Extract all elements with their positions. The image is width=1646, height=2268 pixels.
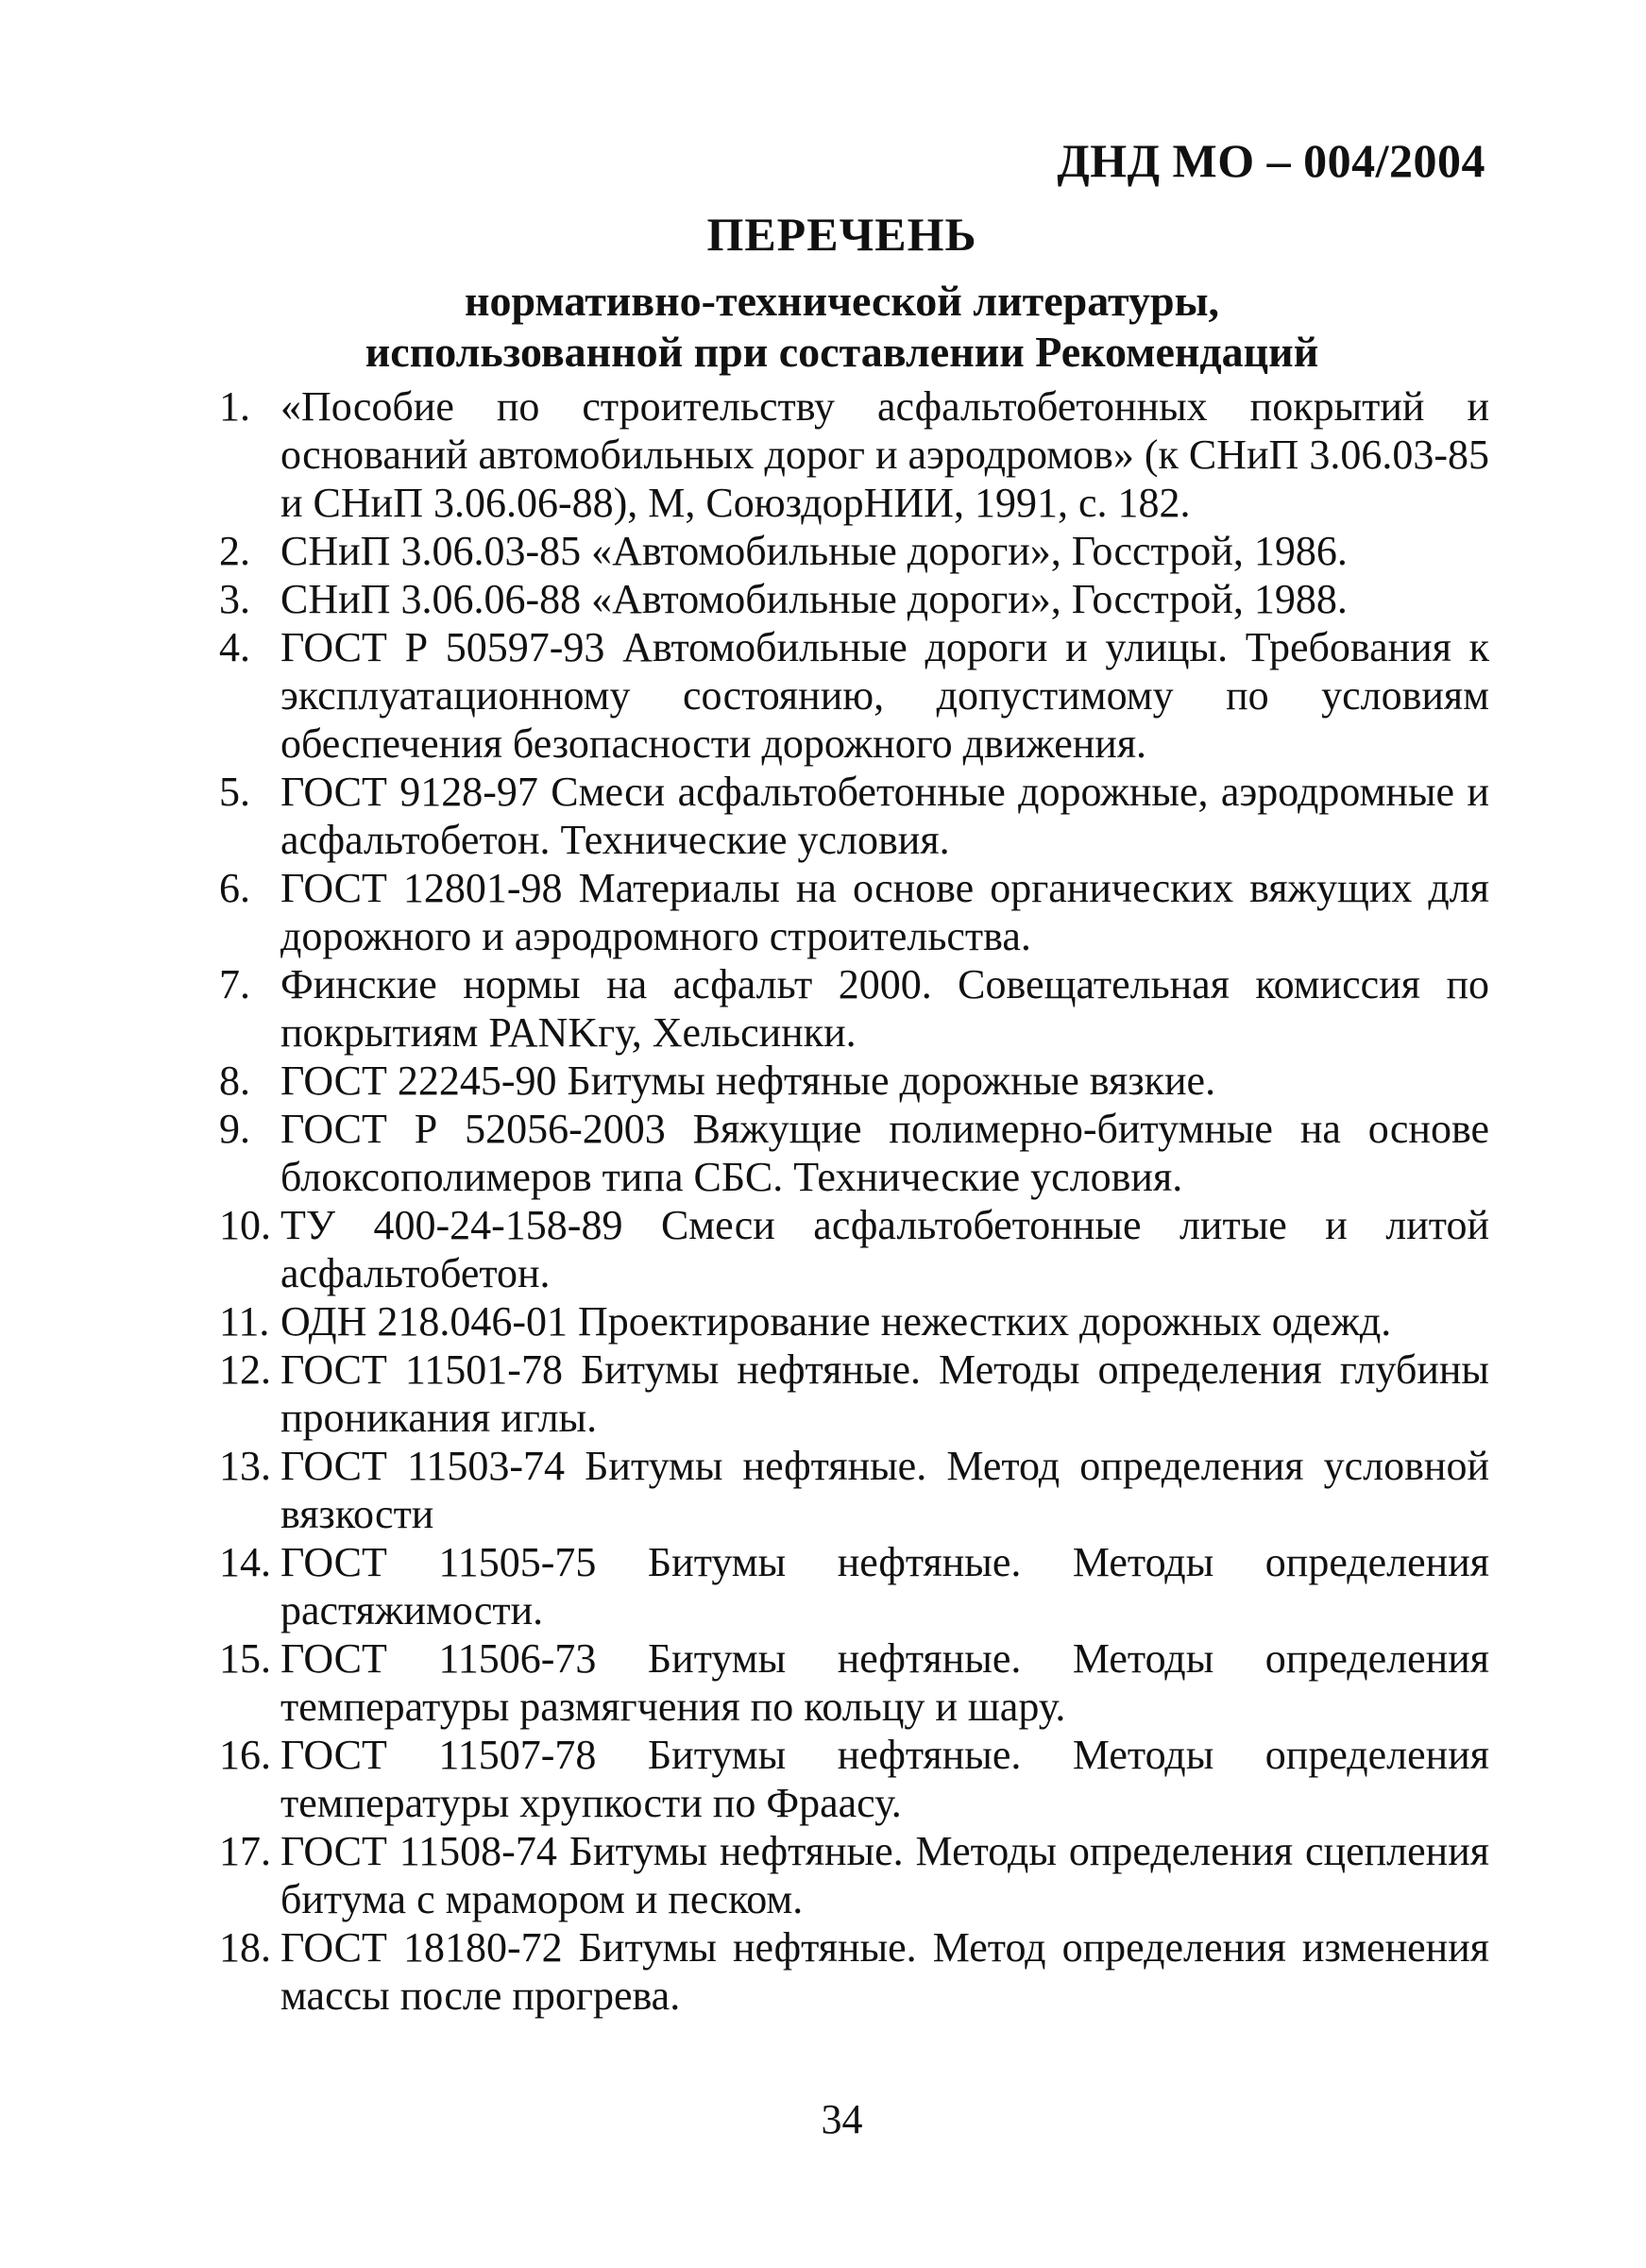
list-item	[219, 1634, 1489, 1731]
subtitle-line-1: нормативно-технической литературы,	[464, 277, 1220, 325]
list-item	[219, 768, 1489, 864]
list-item	[219, 1105, 1489, 1201]
list-item-text: ОДН 218.046-01 Проектирование нежестких дорожных одежд.	[280, 1298, 1392, 1345]
list-item-text: ГОСТ 11505-75 Битумы нефтяные. Методы определения растяжимости.	[280, 1539, 1489, 1633]
document-code: ДНД МО – 004/2004	[1057, 134, 1485, 187]
list-item-text: ГОСТ 18180-72 Битумы нефтяные. Метод определения изменения массы после прогрева.	[280, 1924, 1489, 2019]
list-item	[219, 1346, 1489, 1442]
list-item-number: 7.	[219, 961, 250, 1007]
list-item	[219, 1201, 1489, 1297]
page-subtitle	[0, 276, 1646, 378]
list-item-text: ГОСТ 11507-78 Битумы нефтяные. Методы определения температуры хрупкости по Фраасу.	[280, 1732, 1489, 1826]
list-item-number: 5.	[219, 769, 250, 815]
list-item-number: 17.	[219, 1828, 271, 1874]
list-item-number: 16.	[219, 1732, 271, 1778]
list-item-number: 11.	[219, 1298, 270, 1345]
list-item-text: ГОСТ 12801-98 Материалы на основе органических вяжущих для дорожного и аэродромного строительства.	[280, 865, 1489, 959]
list-item-number: 12.	[219, 1346, 271, 1393]
list-item-number: 15.	[219, 1635, 271, 1682]
list-item-text: ГОСТ 11508-74 Битумы нефтяные. Методы определения сцепления битума с мрамором и песком.	[280, 1828, 1489, 1922]
list-item	[219, 1923, 1489, 2020]
list-item-text: СНиП 3.06.03-85 «Автомобильные дороги», Госстрой, 1986.	[280, 528, 1348, 574]
list-item-text: ГОСТ 9128-97 Смеси асфальтобетонные дорожные, аэродромные и асфальтобетон. Технические условия.	[280, 769, 1489, 863]
list-item-number: 9.	[219, 1106, 250, 1152]
list-item-number: 8.	[219, 1058, 250, 1104]
list-item-text: ГОСТ 11501-78 Битумы нефтяные. Методы определения глубины проникания иглы.	[280, 1346, 1489, 1441]
page-number: 34	[821, 2096, 863, 2142]
list-item	[219, 623, 1489, 768]
list-item	[219, 1538, 1489, 1634]
subtitle-line-2: использованной при составлении Рекомендаций	[365, 328, 1319, 376]
list-item-number: 10.	[219, 1202, 271, 1248]
list-item-text: ГОСТ 22245-90 Битумы нефтяные дорожные вязкие.	[280, 1058, 1216, 1104]
list-item-number: 3.	[219, 576, 250, 622]
list-item	[219, 960, 1489, 1057]
list-item-text: СНиП 3.06.06-88 «Автомобильные дороги», Госстрой, 1988.	[280, 576, 1348, 622]
list-item	[219, 1442, 1489, 1538]
list-item	[219, 1827, 1489, 1923]
list-item	[219, 1057, 1489, 1105]
list-item	[219, 575, 1489, 623]
list-item-number: 14.	[219, 1539, 271, 1585]
list-item	[219, 1297, 1489, 1346]
list-item-text: ГОСТ 11503-74 Битумы нефтяные. Метод определения условной вязкости	[280, 1443, 1489, 1537]
list-item-text: ГОСТ Р 50597-93 Автомобильные дороги и улицы. Требования к эксплуатационному состоянию, допустимому по условиям обеспечения безопасности дорожного движения.	[280, 624, 1489, 767]
list-item-text: ГОСТ 11506-73 Битумы нефтяные. Методы определения температуры размягчения по кольцу и шару.	[280, 1635, 1489, 1730]
list-item-number: 18.	[219, 1924, 271, 1971]
list-item-text: Финские нормы на асфальт 2000. Совещательная комиссия по покрытиям PANKгу, Хельсинки.	[280, 961, 1489, 1056]
list-item-number: 6.	[219, 865, 250, 911]
list-item	[219, 1731, 1489, 1827]
list-item-number: 4.	[219, 624, 250, 670]
list-item-number: 1.	[219, 383, 250, 430]
list-item-number: 13.	[219, 1443, 271, 1489]
list-item-text: ТУ 400-24-158-89 Смеси асфальтобетонные литые и литой асфальтобетон.	[280, 1202, 1489, 1296]
list-item-number: 2.	[219, 528, 250, 574]
page-title: ПЕРЕЧЕНЬ	[706, 208, 977, 261]
list-item-text: ГОСТ Р 52056-2003 Вяжущие полимерно-битумные на основе блоксополимеров типа СБС. Технические условия.	[280, 1106, 1489, 1200]
list-item	[219, 864, 1489, 960]
reference-list	[219, 382, 1489, 2020]
list-item	[219, 382, 1489, 527]
list-item	[219, 527, 1489, 575]
list-item-text: «Пособие по строительству асфальтобетонных покрытий и оснований автомобильных дорог и аэродромов» (к СНиП 3.06.03-85 и СНиП 3.06.06-88), М, СоюздорНИИ, 1991, с. 182.	[280, 383, 1489, 526]
